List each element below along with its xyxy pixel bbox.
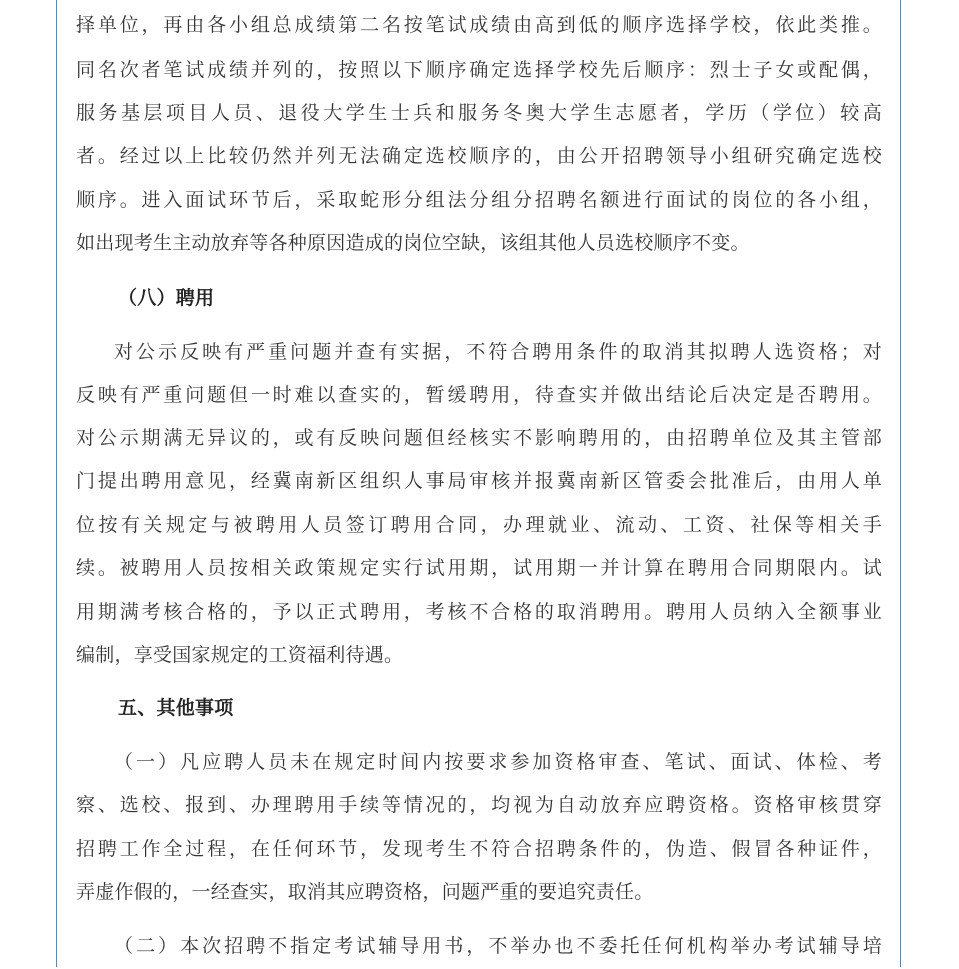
section-heading: 五、其他事项 [118,697,234,719]
paragraph-line: 对公示反映有严重问题并查有实据，不符合聘用条件的取消其拟聘人选资格；对 [114,341,882,363]
paragraph-line: 择单位，再由各小组总成绩第二名按笔试成绩由高到低的顺序选择学校，依此类推。 [76,14,882,36]
paragraph-line: 弄虚作假的，一经查实，取消其应聘资格，问题严重的要追究责任。 [76,881,654,903]
paragraph-line: 门提出聘用意见，经冀南新区组织人事局审核并报冀南新区管委会批准后，由用人单 [76,470,882,492]
paragraph-line: 招聘工作全过程，在任何环节，发现考生不符合招聘条件的，伪造、假冒各种证件， [76,838,882,860]
paragraph-line: 对公示期满无异议的，或有反映问题但经核实不影响聘用的，由招聘单位及其主管部 [76,427,882,449]
section-heading: （八）聘用 [118,287,215,309]
paragraph-line: 用期满考核合格的，予以正式聘用，考核不合格的取消聘用。聘用人员纳入全额事业 [76,601,882,623]
paragraph-line: （一）凡应聘人员未在规定时间内按要求参加资格审查、笔试、面试、体检、考 [114,751,882,773]
paragraph-line: 续。被聘用人员按相关政策规定实行试用期，试用期一并计算在聘用合同期限内。试 [76,557,882,579]
paragraph-line: 者。经过以上比较仍然并列无法确定选校顺序的，由公开招聘领导小组研究确定选校 [76,145,882,167]
paragraph-line: 服务基层项目人员、退役大学生士兵和服务冬奥大学生志愿者，学历（学位）较高 [76,102,882,124]
paragraph-line: （二）本次招聘不指定考试辅导用书，不举办也不委托任何机构举办考试辅导培 [114,935,882,957]
paragraph-line: 如出现考生主动放弃等各种原因造成的岗位空缺，该组其他人员选校顺序不变。 [76,232,750,254]
paragraph-line: 顺序。进入面试环节后，采取蛇形分组法分组分招聘名额进行面试的岗位的各小组， [76,189,882,211]
paragraph-line: 编制，享受国家规定的工资福利待遇。 [76,644,404,666]
paragraph-line: 反映有严重问题但一时难以查实的，暂缓聘用，待查实并做出结论后决定是否聘用。 [76,384,882,406]
paragraph-line: 同名次者笔试成绩并列的，按照以下顺序确定选择学校先后顺序：烈士子女或配偶， [76,59,882,81]
paragraph-line: 位按有关规定与被聘用人员签订聘用合同，办理就业、流动、工资、社保等相关手 [76,514,882,536]
paragraph-line: 察、选校、报到、办理聘用手续等情况的，均视为自动放弃应聘资格。资格审核贯穿 [76,794,882,816]
